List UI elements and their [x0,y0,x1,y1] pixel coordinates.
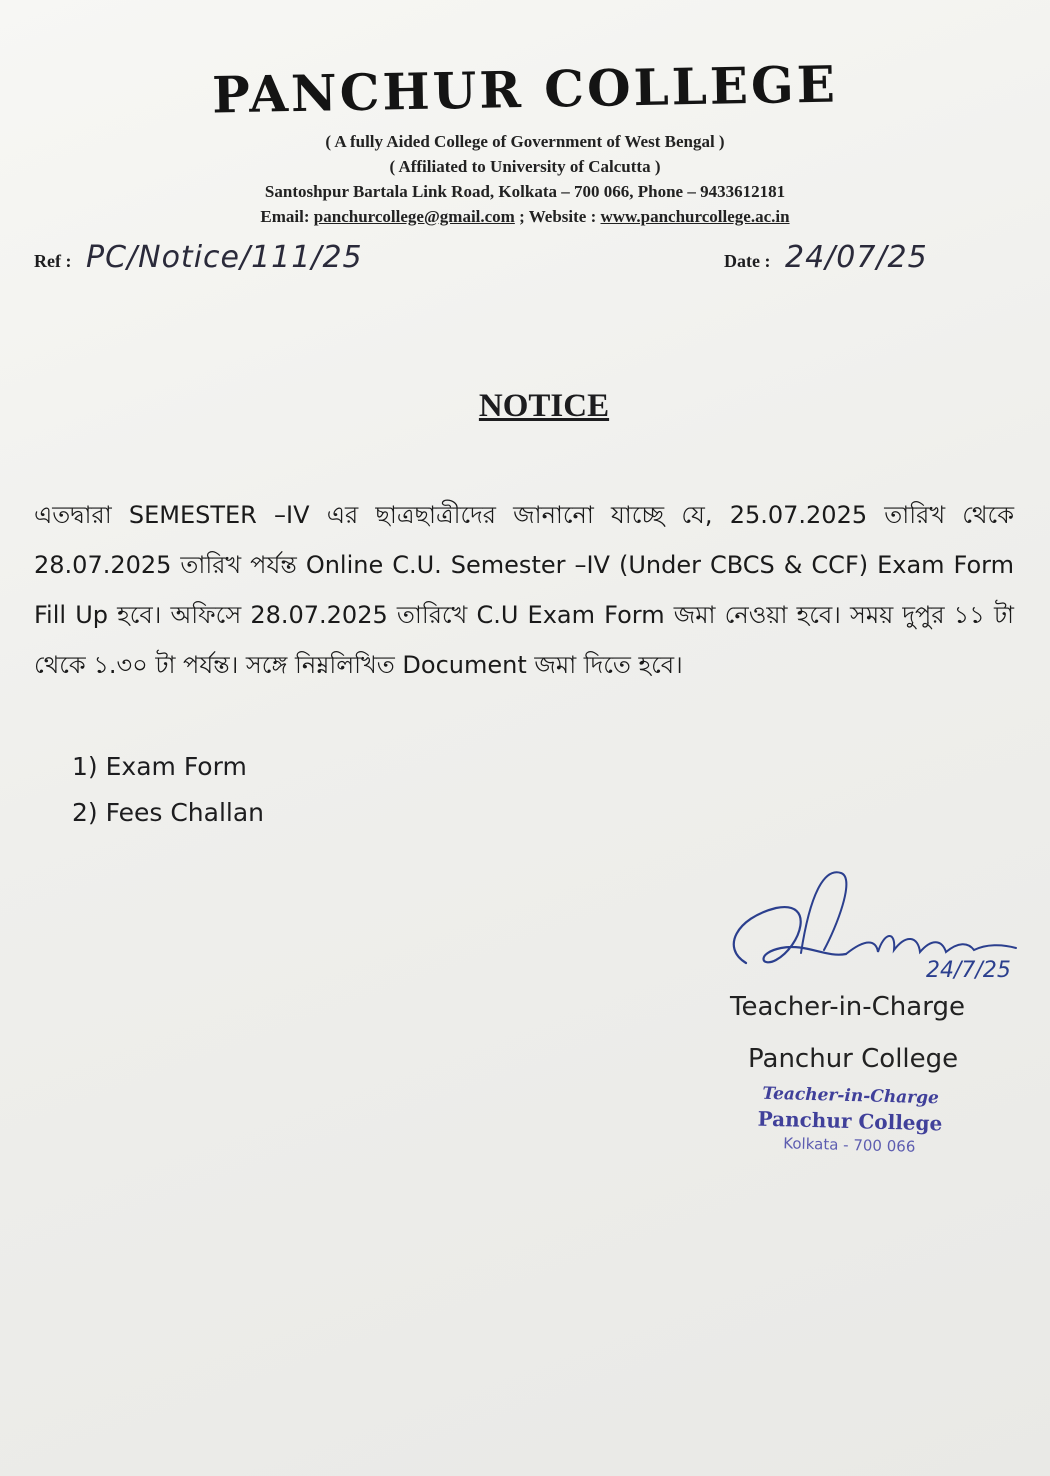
signatory-title: Teacher-in-Charge [730,992,965,1022]
website-label: Website : [528,207,597,226]
stamp-address: Kolkata - 700 066 [783,1134,916,1156]
stamp-title: Teacher-in-Charge [762,1083,940,1109]
signature-date: 24/7/25 [926,958,1011,983]
affiliation-line: ( Affiliated to University of Calcutta ) [389,157,661,176]
email-link[interactable]: panchurcollege@gmail.com [313,207,515,226]
college-name: PANCHUR COLLEGE [211,54,839,125]
email-label: Email: [260,207,310,226]
ref-value: PC/Notice/111/25 [85,240,363,275]
contact-line [0,204,1050,229]
signatory-organization: Panchur College [748,1044,959,1074]
letterhead [0,54,1050,229]
notice-body: এতদ্বারা SEMESTER –IV এর ছাত্রছাত্রীদের জানানো যাচ্ছে যে, 25.07.2025 তারিখ থেকে 28.07.2025 তারিখ পর্যন্ত Online C.U. Semester –IV (Under CBCS & CCF) Exam Form Fill Up হবে। অফিসে 28.07.2025 তারিখে C.U Exam Form জমা নেওয়া হবে। সময় দুপুর ১১ টা থেকে ১.৩০ টা পর্যন্ত। সঙ্গে নিম্নলিখিত Document জমা দিতে হবে। [34,501,1014,679]
list-item: 2) Fees Challan [72,798,265,827]
contact-separator: ; [519,207,525,226]
notice-title: NOTICE [478,388,610,424]
ref-label: Ref : [34,251,72,271]
college-status-line: ( A fully Aided College of Government of West Bengal ) [325,132,725,151]
document-list [72,744,264,836]
date-value: 24/07/25 [784,240,928,275]
notice-date [724,240,928,275]
list-item: 1) Exam Form [72,752,247,781]
stamp-college: Panchur College [757,1106,943,1136]
date-label: Date : [724,251,771,271]
website-link[interactable]: www.panchurcollege.ac.in [600,207,790,226]
reference-number [34,240,363,275]
official-stamp [719,1081,981,1160]
address-line: Santoshpur Bartala Link Road, Kolkata – 700 066, Phone – 9433612181 [264,182,786,201]
